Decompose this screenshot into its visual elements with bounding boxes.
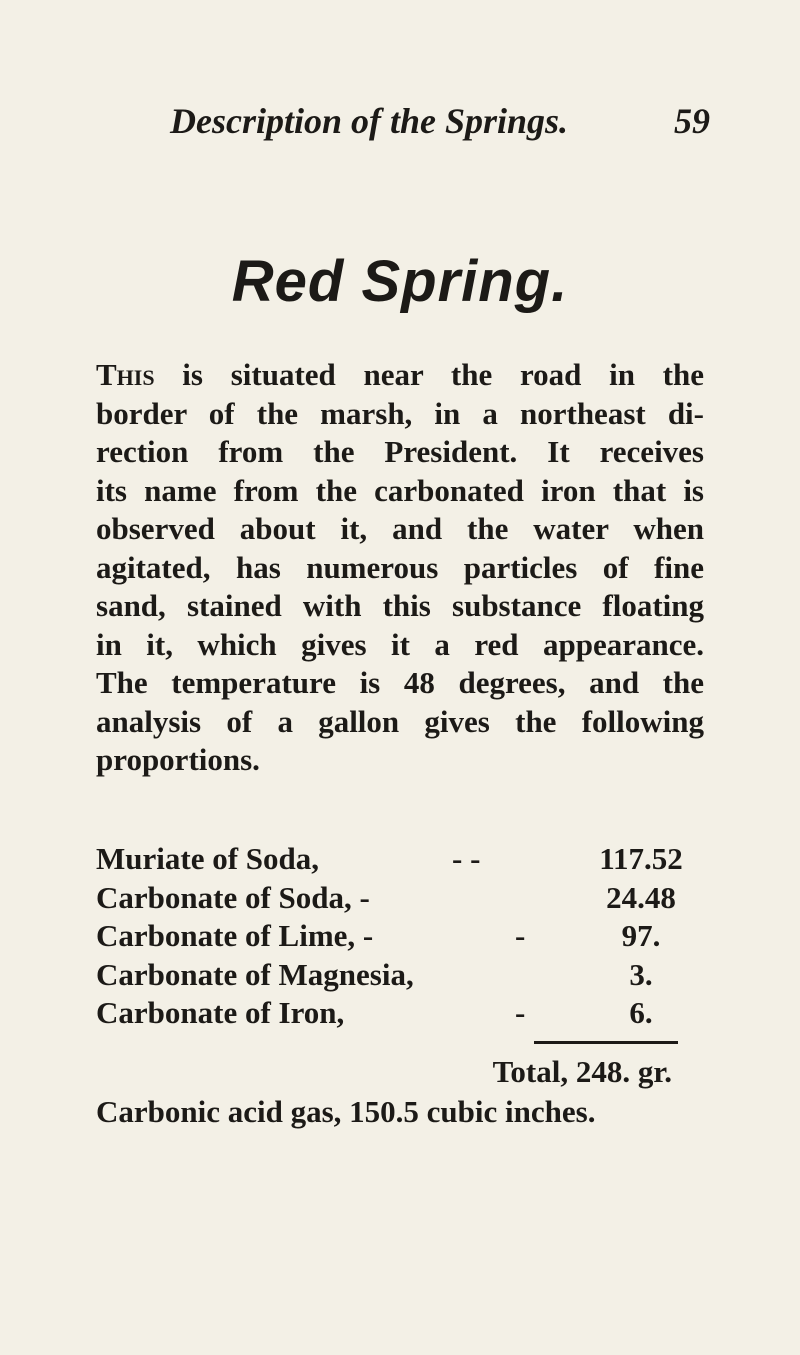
substance-name: Carbonate of Soda, - — [96, 879, 370, 915]
running-head — [170, 100, 710, 150]
paragraph-line: sand, stained with this substance floating — [96, 588, 704, 623]
section-title: Red Spring. — [231, 249, 569, 314]
substance-name: Muriate of Soda, — [96, 841, 320, 876]
small-caps-lead: This — [96, 357, 155, 392]
table-row — [96, 917, 706, 956]
paragraph-line: observed about it, and the water when — [96, 511, 704, 546]
table-row — [96, 994, 706, 1033]
gas-line: Carbonic acid gas, 150.5 cubic inches. — [96, 1094, 596, 1129]
substance-name: Carbonate of Lime, - — [96, 918, 374, 953]
substance-name: Carbonate of Magnesia, — [96, 956, 414, 992]
table-row — [96, 956, 706, 995]
substance-value: 117.52 — [599, 841, 683, 876]
paragraph-line: border of the marsh, in a northeast di- — [96, 395, 704, 431]
analysis-table — [96, 840, 706, 1033]
table-row — [96, 840, 706, 879]
page-number: 59 — [674, 101, 710, 141]
table-row — [96, 879, 706, 918]
paragraph-line: agitated, has numerous particles of fine — [96, 549, 704, 585]
leader-dashes: - — [515, 918, 526, 953]
substance-value: 3. — [629, 956, 653, 992]
total-rule — [534, 1041, 678, 1044]
paragraph-line: proportions. — [96, 742, 260, 777]
substance-value: 97. — [621, 918, 661, 953]
paragraph-line-text: is situated near the road in the — [154, 357, 704, 392]
body-paragraph — [96, 356, 704, 780]
paragraph-line: its name from the carbonated iron that is — [96, 472, 704, 508]
substance-name: Carbonate of Iron, — [96, 995, 345, 1030]
paragraph-line: The temperature is 48 degrees, and the — [96, 665, 704, 700]
running-head-title: Description of the Springs. — [170, 101, 569, 141]
paragraph-line: rection from the President. It receives — [96, 434, 704, 469]
leader-dashes: - — [515, 995, 526, 1030]
paragraph-line: in it, which gives it a red appearance. — [96, 626, 704, 662]
substance-value: 6. — [629, 995, 653, 1030]
total-line: Total, 248. gr. — [492, 1054, 672, 1089]
paragraph-line: analysis of a gallon gives the following — [96, 703, 704, 739]
leader-dashes: - - — [452, 841, 481, 876]
paragraph-line — [96, 356, 704, 395]
substance-value: 24.48 — [606, 879, 676, 915]
